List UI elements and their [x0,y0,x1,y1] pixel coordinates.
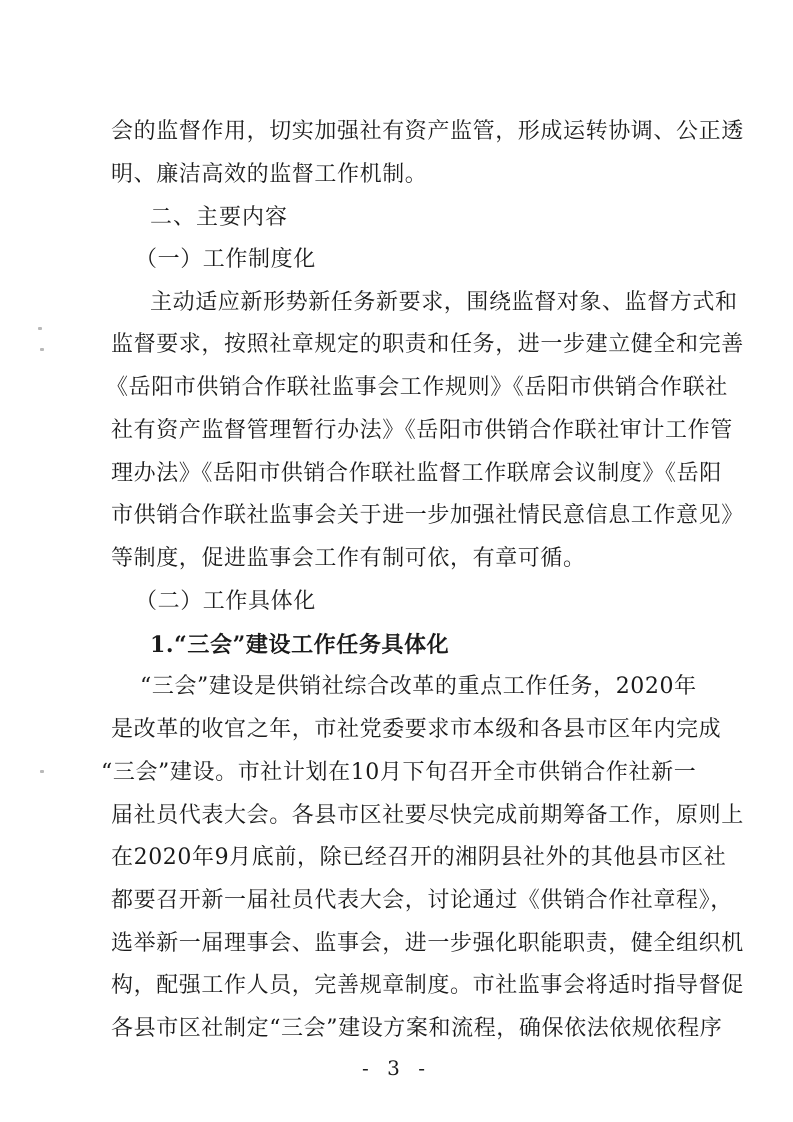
paragraph-line: 市供销合作联社监事会关于进一步加强社情民意信息工作意见》 [111,503,744,528]
paragraph-line: 主动适应新形势新任务新要求，围绕监督对象、监督方式和 [150,290,738,315]
paragraph-line: 监督要求，按照社章规定的职责和任务，进一步建立健全和完善 [111,332,744,357]
paragraph-line: 构，配强工作人员，完善规章制度。市社监事会将适时指导督促 [111,973,744,998]
paragraph-line: 届社员代表大会。各县市区社要尽快完成前期筹备工作，原则上 [111,803,744,828]
paragraph-line: 选举新一届理事会、监事会，进一步强化职能职责，健全组织机 [111,931,744,956]
page-number: - 3 - [362,1056,431,1080]
scan-speck [40,770,44,773]
section-heading: 二、主要内容 [150,205,289,230]
paragraph-line: “三会”建设是供销社综合改革的重点工作任务，2020年 [140,674,697,699]
item-heading: 1.“三会”建设工作任务具体化 [150,632,450,658]
subsection-heading: （二）工作具体化 [135,589,316,614]
paragraph-line: 《岳阳市供销合作联社监事会工作规则》《岳阳市供销合作联社 [106,375,728,400]
paragraph-line: 都要召开新一届社员代表大会，讨论通过《供销合作社章程》， [111,888,733,913]
scan-speck [38,327,42,330]
scan-speck [40,348,44,351]
subsection-heading: （一）工作制度化 [135,247,316,272]
paragraph-line: 明、廉洁高效的监督工作机制。 [111,162,428,187]
paragraph-line: 社有资产监督管理暂行办法》《岳阳市供销合作联社审计工作管 [111,418,733,443]
paragraph-line: 等制度，促进监事会工作有制可依，有章可循。 [111,546,586,571]
paragraph-line: “三会”建设。市社计划在10月下旬召开全市供销合作社新一 [101,760,697,785]
paragraph-line: 在2020年9月底前，除已经召开的湘阴县社外的其他县市区社 [111,845,727,870]
paragraph-line: 理办法》《岳阳市供销合作联社监督工作联席会议制度》《岳阳 [111,461,722,486]
paragraph-line: 会的监督作用，切实加强社有资产监管，形成运转协调、公正透 [111,119,744,144]
paragraph-line: 各县市区社制定“三会”建设方案和流程，确保依法依规依程序 [111,1016,723,1041]
paragraph-line: 是改革的收官之年，市社党委要求市本级和各县市区年内完成 [111,717,722,742]
